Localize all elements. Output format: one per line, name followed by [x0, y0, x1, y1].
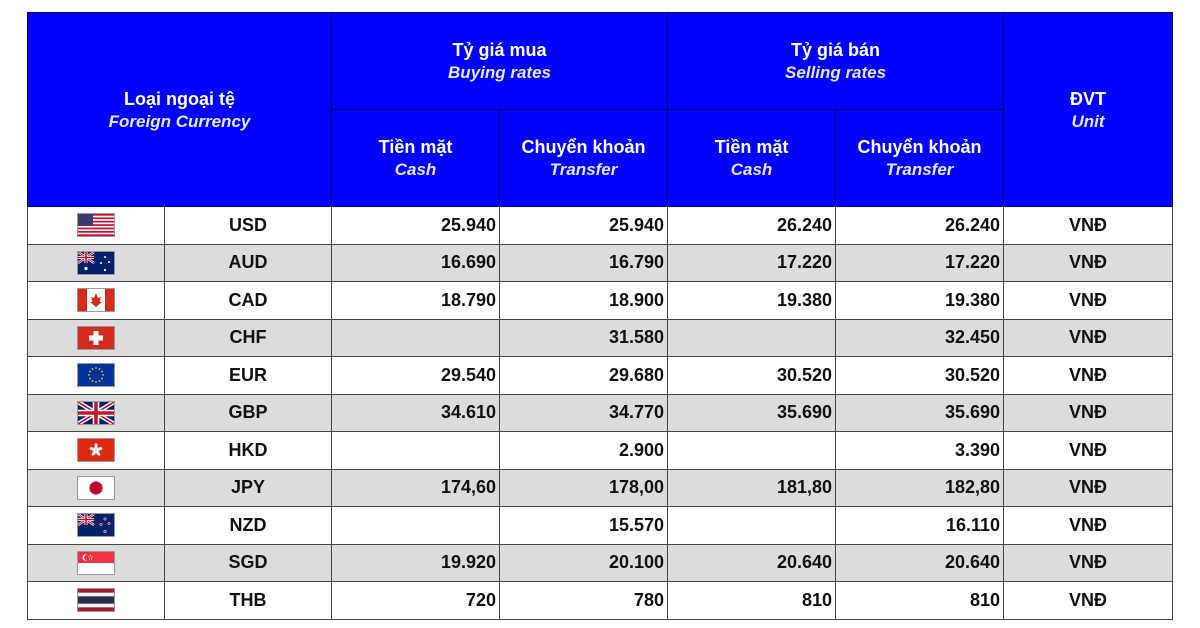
buy-cash-rate: 25.940 — [332, 207, 500, 245]
flag-cell — [28, 432, 165, 470]
table-row — [28, 244, 1173, 282]
header-sell-transfer-en: Transfer — [885, 160, 954, 179]
buy-cash-rate — [332, 507, 500, 545]
buy-cash-rate: 29.540 — [332, 357, 500, 395]
exchange-rate-table — [27, 12, 1173, 620]
unit-label: VNĐ — [1004, 282, 1173, 320]
currency-code: USD — [165, 207, 332, 245]
sell-cash-rate — [668, 507, 836, 545]
ch-flag-icon — [77, 326, 115, 350]
buy-cash-rate — [332, 432, 500, 470]
sell-cash-rate — [668, 319, 836, 357]
header-sell-cash-vi: Tiền mặt — [714, 137, 789, 157]
table-row — [28, 582, 1173, 620]
buy-transfer-rate: 25.940 — [500, 207, 668, 245]
flag-cell — [28, 319, 165, 357]
header-sell-transfer — [836, 110, 1004, 207]
unit-label: VNĐ — [1004, 207, 1173, 245]
sell-transfer-rate: 3.390 — [836, 432, 1004, 470]
header-sell-cash-en: Cash — [730, 160, 773, 179]
buy-transfer-rate: 2.900 — [500, 432, 668, 470]
table-row — [28, 282, 1173, 320]
buy-transfer-rate: 15.570 — [500, 507, 668, 545]
currency-code: JPY — [165, 469, 332, 507]
table-row — [28, 507, 1173, 545]
currency-code: AUD — [165, 244, 332, 282]
buy-transfer-rate: 31.580 — [500, 319, 668, 357]
unit-label: VNĐ — [1004, 544, 1173, 582]
sell-transfer-rate: 17.220 — [836, 244, 1004, 282]
flag-cell — [28, 544, 165, 582]
sell-cash-rate: 20.640 — [668, 544, 836, 582]
jp-flag-icon — [77, 476, 115, 500]
us-flag-icon — [77, 213, 115, 237]
buy-cash-rate: 18.790 — [332, 282, 500, 320]
header-buying — [332, 13, 668, 110]
header-buying-en: Buying rates — [448, 63, 552, 82]
table-row — [28, 469, 1173, 507]
buy-cash-rate: 34.610 — [332, 394, 500, 432]
header-buy-cash-en: Cash — [394, 160, 437, 179]
currency-code: NZD — [165, 507, 332, 545]
header-buy-transfer-vi: Chuyển khoản — [521, 137, 646, 157]
table-row — [28, 432, 1173, 470]
table-row — [28, 394, 1173, 432]
header-unit-en: Unit — [1071, 111, 1105, 131]
sell-cash-rate: 17.220 — [668, 244, 836, 282]
sell-transfer-rate: 16.110 — [836, 507, 1004, 545]
flag-cell — [28, 469, 165, 507]
nz-flag-icon — [77, 513, 115, 537]
table-row — [28, 544, 1173, 582]
sell-cash-rate: 810 — [668, 582, 836, 620]
eu-flag-icon — [77, 363, 115, 387]
buy-transfer-rate: 16.790 — [500, 244, 668, 282]
sg-flag-icon — [77, 551, 115, 575]
flag-cell — [28, 394, 165, 432]
header-buy-cash — [332, 110, 500, 207]
table-row — [28, 207, 1173, 245]
header-currency-en: Foreign Currency — [108, 111, 251, 131]
currency-code: THB — [165, 582, 332, 620]
flag-cell — [28, 507, 165, 545]
unit-label: VNĐ — [1004, 244, 1173, 282]
buy-transfer-rate: 29.680 — [500, 357, 668, 395]
unit-label: VNĐ — [1004, 469, 1173, 507]
currency-code: SGD — [165, 544, 332, 582]
sell-transfer-rate: 32.450 — [836, 319, 1004, 357]
buy-cash-rate: 720 — [332, 582, 500, 620]
hk-flag-icon — [77, 438, 115, 462]
sell-transfer-rate: 810 — [836, 582, 1004, 620]
unit-label: VNĐ — [1004, 582, 1173, 620]
sell-transfer-rate: 20.640 — [836, 544, 1004, 582]
buy-transfer-rate: 178,00 — [500, 469, 668, 507]
header-sell-cash — [668, 110, 836, 207]
header-buy-cash-vi: Tiền mặt — [378, 137, 453, 157]
buy-transfer-rate: 780 — [500, 582, 668, 620]
sell-cash-rate: 181,80 — [668, 469, 836, 507]
currency-code: CAD — [165, 282, 332, 320]
header-sell-transfer-vi: Chuyển khoản — [857, 137, 982, 157]
sell-transfer-rate: 182,80 — [836, 469, 1004, 507]
currency-code: CHF — [165, 319, 332, 357]
header-unit — [1004, 13, 1173, 207]
unit-label: VNĐ — [1004, 319, 1173, 357]
sell-cash-rate: 26.240 — [668, 207, 836, 245]
th-flag-icon — [77, 588, 115, 612]
header-unit-vi: ĐVT — [1070, 88, 1107, 109]
header-selling-en: Selling rates — [784, 63, 887, 82]
sell-cash-rate: 19.380 — [668, 282, 836, 320]
buy-transfer-rate: 34.770 — [500, 394, 668, 432]
ca-flag-icon — [77, 288, 115, 312]
currency-code: HKD — [165, 432, 332, 470]
sell-transfer-rate: 26.240 — [836, 207, 1004, 245]
sell-cash-rate — [668, 432, 836, 470]
header-currency-vi: Loại ngoại tệ — [124, 88, 236, 109]
header-selling-vi: Tỷ giá bán — [791, 40, 881, 60]
buy-transfer-rate: 20.100 — [500, 544, 668, 582]
unit-label: VNĐ — [1004, 507, 1173, 545]
header-currency — [28, 13, 332, 207]
flag-cell — [28, 582, 165, 620]
sell-cash-rate: 30.520 — [668, 357, 836, 395]
table-row — [28, 357, 1173, 395]
buy-transfer-rate: 18.900 — [500, 282, 668, 320]
unit-label: VNĐ — [1004, 432, 1173, 470]
buy-cash-rate: 19.920 — [332, 544, 500, 582]
table-row — [28, 319, 1173, 357]
buy-cash-rate: 16.690 — [332, 244, 500, 282]
header-buying-vi: Tỷ giá mua — [452, 40, 547, 60]
currency-code: EUR — [165, 357, 332, 395]
flag-cell — [28, 282, 165, 320]
header-buy-transfer-en: Transfer — [549, 160, 618, 179]
au-flag-icon — [77, 251, 115, 275]
sell-cash-rate: 35.690 — [668, 394, 836, 432]
buy-cash-rate: 174,60 — [332, 469, 500, 507]
sell-transfer-rate: 19.380 — [836, 282, 1004, 320]
header-buy-transfer — [500, 110, 668, 207]
unit-label: VNĐ — [1004, 357, 1173, 395]
flag-cell — [28, 244, 165, 282]
flag-cell — [28, 357, 165, 395]
gb-flag-icon — [77, 401, 115, 425]
buy-cash-rate — [332, 319, 500, 357]
header-selling — [668, 13, 1004, 110]
currency-code: GBP — [165, 394, 332, 432]
unit-label: VNĐ — [1004, 394, 1173, 432]
sell-transfer-rate: 30.520 — [836, 357, 1004, 395]
flag-cell — [28, 207, 165, 245]
sell-transfer-rate: 35.690 — [836, 394, 1004, 432]
